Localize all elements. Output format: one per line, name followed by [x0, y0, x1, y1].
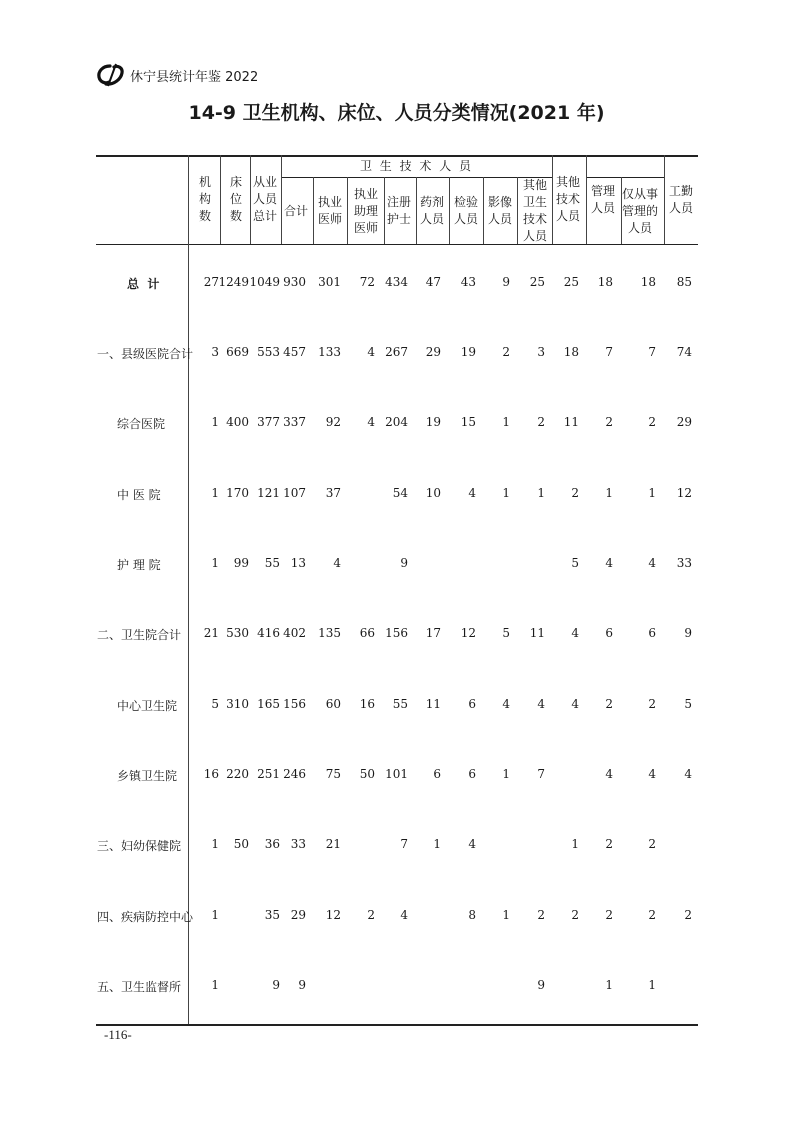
column-header-gongqin: 工勤 人员: [668, 183, 693, 215]
table-cell: 10: [425, 486, 441, 500]
table-cell: 13: [290, 556, 306, 570]
table-cell: 9: [272, 978, 280, 992]
table-cell: 1: [571, 837, 579, 851]
table-cell: 156: [283, 697, 306, 711]
row-label: 五、卫生监督所: [97, 980, 182, 994]
table-cell: 1: [648, 978, 656, 992]
table-cell: 4: [648, 556, 656, 570]
table-cell: 11: [563, 415, 579, 429]
table-cell: 29: [290, 908, 306, 922]
table-cell: 6: [433, 767, 441, 781]
table-top-rule: [96, 155, 698, 157]
table-cell: 337: [283, 415, 306, 429]
column-header-congye: 从业 人员 总计: [252, 175, 277, 223]
table-cell: 3: [211, 345, 219, 359]
table-cell: 107: [283, 486, 306, 500]
table-cell: 21: [203, 626, 219, 640]
table-cell: 135: [318, 626, 341, 640]
table-cell: 2: [648, 908, 656, 922]
row-label: 二、卫生院合计: [97, 628, 182, 642]
column-header-yaoji: 药剂 人员: [419, 195, 444, 226]
table-cell: 4: [571, 626, 579, 640]
column-header-qitawei: 其他 卫生 技术 人员: [522, 178, 547, 243]
table-cell: 15: [460, 415, 476, 429]
table-cell: 6: [468, 767, 476, 781]
column-header-jigou: 机 构 数: [198, 175, 211, 223]
table-cell: 50: [359, 767, 375, 781]
table-cell: 2: [605, 908, 613, 922]
table-cell: 47: [425, 275, 441, 289]
table-cell: 6: [605, 626, 613, 640]
row-label: 护 理 院: [117, 558, 161, 572]
table-cell: 121: [257, 486, 280, 500]
table-cell: 9: [400, 556, 408, 570]
table-cell: 35: [264, 908, 280, 922]
table-cell: 220: [226, 767, 249, 781]
row-label: 一、县级医院合计: [97, 347, 194, 361]
row-label: 中 医 院: [117, 488, 161, 502]
column-header-gongshi: 仅从事 管理的 人员: [621, 186, 658, 235]
table-cell: 251: [257, 767, 280, 781]
table-cell: 1: [211, 556, 219, 570]
table-cell: 133: [318, 345, 341, 359]
table-cell: 2: [571, 908, 579, 922]
table-cell: 1: [648, 486, 656, 500]
table-cell: 29: [425, 345, 441, 359]
table-cell: 1: [211, 978, 219, 992]
table-cell: 1: [605, 978, 613, 992]
table-cell: 101: [385, 767, 408, 781]
table-cell: 1: [502, 415, 510, 429]
table-cell: 27: [203, 275, 219, 289]
table-cell: 55: [264, 556, 280, 570]
column-header-qitaji: 其他 技术 人员: [555, 175, 580, 223]
table-cell: 9: [684, 626, 692, 640]
table-cell: 4: [571, 697, 579, 711]
table-cell: 37: [325, 486, 341, 500]
running-head: [96, 63, 258, 87]
yearbook-logo-icon: [96, 63, 126, 87]
table-cell: 1: [605, 486, 613, 500]
table-cell: 2: [648, 697, 656, 711]
row-label: 乡镇卫生院: [117, 769, 178, 783]
table-cell: 4: [367, 345, 375, 359]
table-cell: 60: [325, 697, 341, 711]
table-cell: 12: [460, 626, 476, 640]
table-cell: 416: [257, 626, 280, 640]
table-cell: 19: [460, 345, 476, 359]
table-cell: 930: [283, 275, 306, 289]
column-header-hushi: 注册 护士: [386, 195, 411, 226]
table-cell: 25: [563, 275, 579, 289]
table-cell: 4: [367, 415, 375, 429]
table-bottom-rule: [96, 1024, 698, 1026]
table-cell: 553: [257, 345, 280, 359]
table-cell: 16: [203, 767, 219, 781]
table-cell: 1: [537, 486, 545, 500]
table-cell: 33: [676, 556, 692, 570]
table-cell: 1: [502, 486, 510, 500]
header-bottom-rule: [96, 244, 698, 245]
table-cell: 21: [325, 837, 341, 851]
table-cell: 156: [385, 626, 408, 640]
table-cell: 4: [502, 697, 510, 711]
table-cell: 33: [290, 837, 306, 851]
table-cell: 1: [502, 908, 510, 922]
column-header-zhuli: 执业 助理 医师: [353, 186, 378, 235]
table-cell: 7: [648, 345, 656, 359]
table-cell: 2: [537, 415, 545, 429]
table-cell: 11: [425, 697, 441, 711]
table-cell: 4: [468, 837, 476, 851]
table-title: 14-9 卫生机构、床位、人员分类情况(2021 年): [188, 102, 605, 124]
table-cell: 669: [226, 345, 249, 359]
table-cell: 246: [283, 767, 306, 781]
table-cell: 2: [367, 908, 375, 922]
table-cell: 4: [537, 697, 545, 711]
table-cell: 4: [684, 767, 692, 781]
table-cell: 7: [605, 345, 613, 359]
table-cell: 92: [325, 415, 341, 429]
table-cell: 18: [640, 275, 656, 289]
row-label: 三、妇幼保健院: [97, 839, 182, 853]
table-cell: 3: [537, 345, 545, 359]
table-cell: 434: [385, 275, 408, 289]
table-cell: 4: [605, 767, 613, 781]
table-cell: 4: [400, 908, 408, 922]
column-header-jianyan: 检验 人员: [453, 195, 478, 226]
table-cell: 5: [502, 626, 510, 640]
table-cell: 2: [605, 837, 613, 851]
table-cell: 4: [468, 486, 476, 500]
table-cell: 43: [460, 275, 476, 289]
table-cell: 8: [468, 908, 476, 922]
page-number: -116-: [104, 1027, 132, 1042]
table-cell: 165: [257, 697, 280, 711]
table-cell: 6: [648, 626, 656, 640]
table-cell: 2: [605, 697, 613, 711]
table-cell: 74: [676, 345, 692, 359]
table-cell: 310: [226, 697, 249, 711]
table-cell: 2: [571, 486, 579, 500]
table-cell: 7: [537, 767, 545, 781]
table-cell: 4: [605, 556, 613, 570]
table-cell: 2: [648, 837, 656, 851]
table-cell: 25: [529, 275, 545, 289]
table-cell: 1: [211, 908, 219, 922]
table-cell: 66: [359, 626, 375, 640]
table-cell: 301: [318, 275, 341, 289]
table-cell: 19: [425, 415, 441, 429]
table-cell: 85: [676, 275, 692, 289]
table-cell: 1: [433, 837, 441, 851]
table-cell: 7: [400, 837, 408, 851]
table-cell: 2: [502, 345, 510, 359]
group-header: 卫 生 技 术 人 员: [359, 159, 474, 173]
table-cell: 99: [233, 556, 249, 570]
table-cell: 9: [298, 978, 306, 992]
table-cell: 204: [385, 415, 408, 429]
table-cell: 1: [211, 415, 219, 429]
table-cell: 2: [605, 415, 613, 429]
table-cell: 12: [325, 908, 341, 922]
table-cell: 11: [529, 626, 545, 640]
table-cell: 530: [226, 626, 249, 640]
table-cell: 457: [283, 345, 306, 359]
column-header-zhiye: 执业 医师: [317, 195, 342, 226]
table-cell: 2: [648, 415, 656, 429]
table-cell: 50: [233, 837, 249, 851]
table-cell: 12: [676, 486, 692, 500]
table-cell: 54: [392, 486, 408, 500]
table-cell: 75: [325, 767, 341, 781]
table-cell: 18: [563, 345, 579, 359]
table-cell: 6: [468, 697, 476, 711]
table-cell: 1249: [218, 275, 249, 289]
table-cell: 400: [226, 415, 249, 429]
table-cell: 267: [385, 345, 408, 359]
table-cell: 1049: [249, 275, 280, 289]
table-cell: 402: [283, 626, 306, 640]
column-header-yingxiang: 影像 人员: [487, 195, 512, 226]
table-cell: 377: [257, 415, 280, 429]
table-cell: 1: [211, 837, 219, 851]
column-header-heji: 合计: [283, 203, 308, 218]
column-header-guanli: 管理 人员: [590, 183, 615, 215]
yearbook-title: 休宁县统计年鉴 2022: [130, 69, 259, 85]
row-label: 综合医院: [117, 417, 166, 431]
row-label: 中心卫生院: [117, 699, 178, 713]
table-cell: 1: [211, 486, 219, 500]
table-cell: 72: [359, 275, 375, 289]
table-cell: 55: [392, 697, 408, 711]
table-cell: 170: [226, 486, 249, 500]
table-cell: 16: [359, 697, 375, 711]
table-cell: 5: [571, 556, 579, 570]
table-cell: 29: [676, 415, 692, 429]
table-cell: 9: [502, 275, 510, 289]
table-cell: 18: [597, 275, 613, 289]
manager-group-rule: [586, 177, 664, 178]
column-header-chuang: 床 位 数: [229, 175, 242, 223]
table-cell: 5: [684, 697, 692, 711]
row-label: 四、疾病防控中心: [97, 910, 194, 924]
row-label: 总 计: [127, 277, 160, 291]
table-cell: 9: [537, 978, 545, 992]
table-cell: 4: [333, 556, 341, 570]
table-cell: 1: [502, 767, 510, 781]
table-cell: 2: [684, 908, 692, 922]
table-cell: 17: [425, 626, 441, 640]
table-cell: 4: [648, 767, 656, 781]
table-cell: 2: [537, 908, 545, 922]
table-cell: 36: [264, 837, 280, 851]
table-cell: 5: [211, 697, 219, 711]
